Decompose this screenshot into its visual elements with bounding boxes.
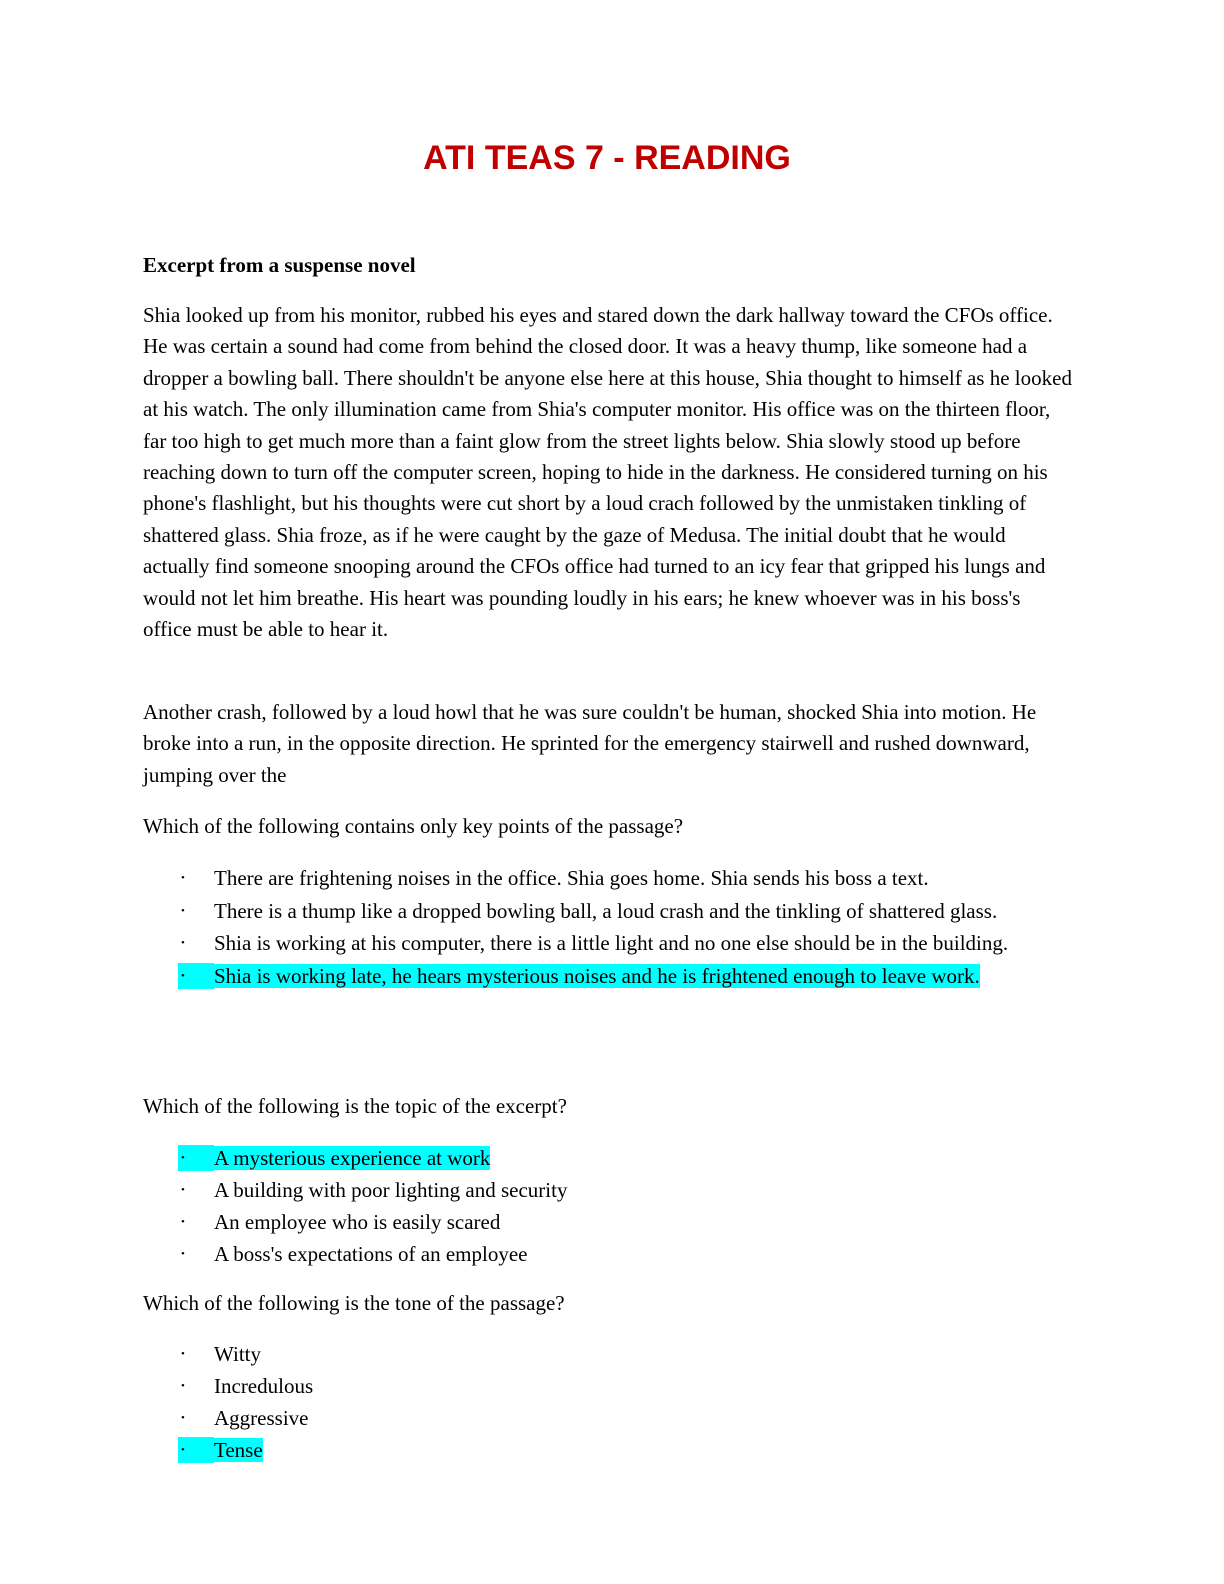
bullet-icon: •	[181, 1248, 185, 1260]
answer-option[interactable]	[178, 1177, 1038, 1203]
answer-option-text: Aggressive	[214, 1406, 309, 1430]
answer-option[interactable]	[178, 930, 1038, 956]
bullet-icon: •	[181, 1216, 185, 1228]
answer-option-list	[178, 865, 1038, 995]
answer-option-text: A building with poor lighting and security	[214, 1178, 568, 1202]
answer-option-text: Shia is working at his computer, there is a little light and no one else should be in the building.	[214, 931, 1009, 955]
question-prompt: Which of the following is the topic of the excerpt?	[143, 1094, 567, 1118]
answer-option[interactable]	[178, 898, 1038, 924]
answer-option[interactable]	[178, 1341, 1038, 1367]
answer-option[interactable]	[178, 1241, 1038, 1267]
answer-option-text: Shia is working late, he hears mysterious noises and he is frightened enough to leave work.	[214, 963, 980, 988]
bullet-icon: •	[181, 1412, 185, 1424]
bullet-icon: •	[181, 904, 185, 917]
answer-option-list	[178, 1341, 1038, 1469]
passage-heading: Excerpt from a suspense novel	[143, 253, 416, 277]
answer-option-text: An employee who is easily scared	[214, 1210, 501, 1234]
answer-option-text: Incredulous	[214, 1374, 314, 1398]
bullet-icon: •	[178, 963, 214, 989]
bullet-icon: •	[178, 1437, 214, 1463]
bullet-icon: •	[181, 1348, 185, 1360]
question-prompt: Which of the following is the tone of the passage?	[143, 1291, 565, 1315]
passage-paragraph: Shia looked up from his monitor, rubbed his eyes and stared down the dark hallway toward the CFOs office. He was certain a sound had come from behind the closed door. It was a heavy thump, like someone had a dropper a bowling ball. There shouldn't be anyone else here at this house, Shia thought to himself as he looked at his watch. The only illumination came from Shia's computer monitor. His office was on the thirteen floor, far too high to get much more than a faint glow from the street lights below. Shia slowly stood up before reaching down to turn off the computer screen, hoping to hide in the darkness. He considered turning on his phone's flashlight, but his thoughts were cut short by a loud crach followed by the unmistaken tinkling of shattered glass. Shia froze, as if he were caught by the gaze of Medusa. The initial doubt that he would actually find someone snooping around the CFOs office had turned to an icy fear that gripped his lungs and would not let him breathe. His heart was pounding loudly in his ears; he knew whoever was in his boss's office must be able to hear it.	[143, 303, 1072, 642]
answer-option-text: A boss's expectations of an employee	[214, 1242, 528, 1266]
answer-option[interactable]	[178, 963, 1038, 989]
answer-option-text: There is a thump like a dropped bowling ball, a loud crash and the tinkling of shattered glass.	[214, 898, 998, 923]
answer-option[interactable]	[178, 1437, 1038, 1463]
answer-option[interactable]	[178, 865, 1038, 891]
answer-option[interactable]	[178, 1405, 1038, 1431]
answer-option[interactable]	[178, 1209, 1038, 1235]
bullet-icon: •	[181, 1184, 185, 1196]
question-prompt: Which of the following contains only key points of the passage?	[143, 814, 684, 838]
bullet-icon: •	[181, 937, 185, 949]
passage-paragraph: Another crash, followed by a loud howl that he was sure couldn't be human, shocked Shia into motion. He broke into a run, in the opposite direction. He sprinted for the emergency stairwell and rushed downward, jumping over the	[143, 700, 1037, 787]
answer-option[interactable]	[178, 1373, 1038, 1399]
answer-option-text: There are frightening noises in the office. Shia goes home. Shia sends his boss a text.	[214, 866, 929, 890]
answer-option-text: A mysterious experience at work	[214, 1146, 491, 1170]
answer-option-list	[178, 1145, 1038, 1273]
page-title: ATI TEAS 7 - READING	[423, 139, 791, 177]
bullet-icon: •	[178, 1145, 214, 1171]
bullet-icon: •	[181, 1380, 185, 1392]
answer-option-text: Tense	[214, 1438, 263, 1462]
bullet-icon: •	[181, 872, 185, 884]
answer-option[interactable]	[178, 1145, 1038, 1171]
answer-option-text: Witty	[214, 1342, 261, 1366]
